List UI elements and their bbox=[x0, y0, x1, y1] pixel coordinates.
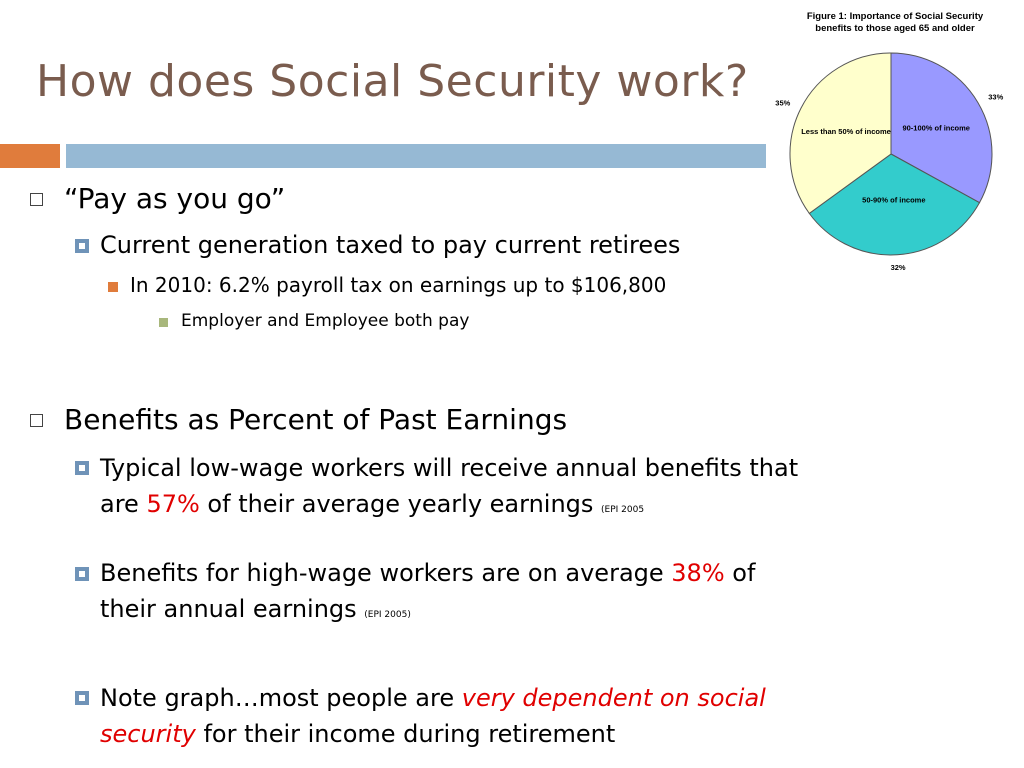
square-bullet-icon bbox=[75, 691, 89, 705]
text-segment: are bbox=[100, 490, 147, 518]
highlight-38-percent: 38% bbox=[671, 559, 725, 587]
bullet-pay-as-you-go: “Pay as you go” bbox=[64, 182, 286, 215]
bullet-payroll-tax: In 2010: 6.2% payroll tax on earnings up to $106,800 bbox=[130, 273, 667, 297]
slide-title: How does Social Security work? bbox=[36, 56, 749, 107]
bullet-employer-employee: Employer and Employee both pay bbox=[181, 311, 470, 331]
chart-title-line1: Figure 1: Importance of Social Security bbox=[806, 11, 984, 22]
highlight-security: security bbox=[100, 720, 196, 748]
chart-title-line2: benefits to those aged 65 and older bbox=[815, 23, 975, 34]
square-bullet-icon bbox=[75, 461, 89, 475]
text-segment: for their income during retirement bbox=[195, 720, 616, 748]
highlight-dependent: very dependent on social bbox=[461, 684, 766, 712]
square-bullet-icon bbox=[159, 318, 168, 327]
bullet-note-graph bbox=[100, 680, 920, 752]
bullet-low-wage bbox=[100, 450, 920, 528]
accent-bar-blue bbox=[66, 144, 766, 168]
bullet-current-generation: Current generation taxed to pay current retirees bbox=[100, 231, 681, 259]
text-segment: of bbox=[724, 559, 756, 587]
bullet-high-wage bbox=[100, 555, 920, 633]
text-segment: Benefits for high-wage workers are on average bbox=[100, 559, 672, 587]
pie-percent-label: 35% bbox=[775, 98, 791, 108]
hollow-square-bullet-icon bbox=[30, 414, 43, 427]
pie-slice-label: 50-90% of income bbox=[862, 195, 926, 205]
bullet-low-wage-line1: Typical low-wage workers will receive annual benefits that bbox=[100, 454, 799, 482]
pie-slice-label: Less than 50% of income bbox=[801, 127, 891, 137]
pie-percent-label: 33% bbox=[988, 92, 1004, 102]
bullet-note-graph-line2 bbox=[100, 716, 920, 752]
pie-percent-label: 32% bbox=[890, 262, 906, 270]
bullet-low-wage-line2 bbox=[100, 486, 920, 528]
highlight-57-percent: 57% bbox=[146, 490, 200, 518]
square-bullet-icon bbox=[75, 567, 89, 581]
pie-chart bbox=[770, 0, 1024, 270]
bullet-high-wage-line2 bbox=[100, 591, 920, 633]
accent-bar-orange bbox=[0, 144, 60, 168]
square-bullet-icon bbox=[108, 282, 118, 292]
bullet-high-wage-line1 bbox=[100, 555, 920, 591]
bullet-note-graph-line1 bbox=[100, 680, 920, 716]
citation: (EPI 2005) bbox=[364, 610, 411, 620]
pie-slice-label: 90-100% of income bbox=[902, 123, 970, 133]
square-bullet-icon bbox=[75, 239, 89, 253]
text-segment: their annual earnings bbox=[100, 595, 365, 623]
text-segment: Note graph…most people are bbox=[100, 684, 462, 712]
bullet-benefits-percent: Benefits as Percent of Past Earnings bbox=[64, 403, 568, 436]
text-segment: of their average yearly earnings bbox=[199, 490, 602, 518]
hollow-square-bullet-icon bbox=[30, 193, 43, 206]
citation: (EPI 2005 bbox=[601, 505, 645, 515]
